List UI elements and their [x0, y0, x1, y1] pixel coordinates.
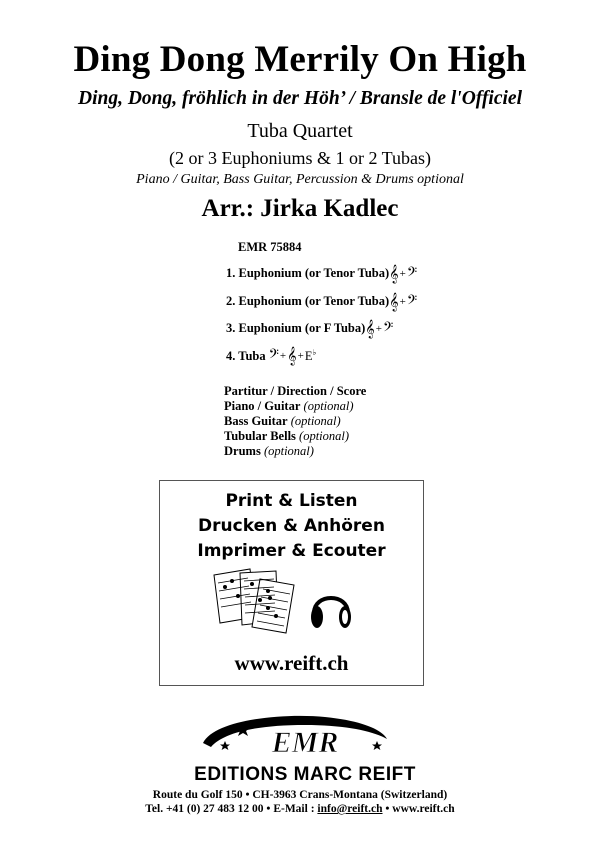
subtitle: Ding, Dong, fröhlich in der Höh’ / Bransle de l'Officiel	[77, 88, 522, 109]
svg-text:EDITIONS MARC REIFT: EDITIONS MARC REIFT	[194, 764, 416, 785]
material-note: (optional)	[299, 429, 350, 443]
part-label: 1. Euphonium (or Tenor Tuba)	[226, 266, 390, 280]
publisher-contact: Tel. +41 (0) 27 483 12 00 • E-Mail : info@reift.ch • www.reift.ch	[145, 803, 455, 815]
material-item	[224, 429, 349, 444]
sheet-music-icon	[210, 567, 300, 635]
part-label: 2. Euphonium (or Tenor Tuba)	[226, 294, 390, 308]
material-item	[224, 444, 314, 459]
promo-line: Drucken & Anhören	[198, 516, 385, 536]
instrumentation: (2 or 3 Euphoniums & 1 or 2 Tubas)	[168, 148, 431, 168]
treble-clef-icon: 𝄞	[389, 263, 399, 283]
plus-sign: +	[375, 322, 382, 335]
plus-sign: +	[399, 267, 406, 280]
part-item	[226, 348, 316, 364]
email-link[interactable]: info@reift.ch	[317, 803, 383, 815]
promo-line: Print & Listen	[225, 491, 358, 511]
ensemble: Tuba Quartet	[247, 120, 353, 142]
part-item	[226, 318, 394, 338]
optional-instruments: Piano / Guitar, Bass Guitar, Percussion & Drums optional	[136, 172, 464, 187]
material-item	[224, 399, 354, 414]
part-label: 4. Tuba	[226, 348, 266, 363]
print-listen-box	[159, 480, 424, 686]
plus-sign: +	[279, 350, 287, 363]
part-item	[226, 263, 418, 283]
treble-clef-icon: 𝄞	[389, 291, 399, 311]
publisher-address: Route du Golf 150 • CH-3963 Crans-Montana (Switzerland)	[152, 789, 448, 801]
key-e-flat: E♭	[304, 348, 317, 364]
material-name: Bass Guitar	[224, 414, 288, 428]
title: Ding Dong Merrily On High	[73, 39, 527, 80]
plus-sign: +	[399, 295, 406, 308]
material-name: Tubular Bells	[224, 429, 296, 443]
arranger: Arr.: Jirka Kadlec	[201, 195, 399, 222]
website-link[interactable]: www.reift.ch	[234, 651, 349, 675]
emr-logo	[155, 705, 455, 785]
material-name: Piano / Guitar	[224, 399, 301, 413]
treble-clef-icon: 𝄞	[365, 318, 375, 338]
bass-clef-icon: 𝄢	[406, 263, 418, 283]
material-note: (optional)	[263, 444, 314, 458]
catalog-number: EMR 75884	[238, 240, 302, 254]
material-item	[224, 384, 366, 399]
part-label: 3. Euphonium (or F Tuba)	[226, 321, 366, 335]
material-name: Drums	[224, 444, 261, 458]
promo-line: Imprimer & Ecouter	[197, 541, 386, 561]
material-note: (optional)	[303, 399, 354, 413]
part-item	[226, 291, 418, 311]
bass-clef-icon: 𝄢	[382, 318, 394, 338]
headphones-icon	[308, 581, 354, 633]
bass-clef-icon: 𝄢	[406, 291, 418, 311]
plus-sign: +	[297, 350, 304, 363]
material-item	[224, 414, 341, 429]
svg-text:EMR: EMR	[271, 726, 339, 759]
material-name: Partitur / Direction / Score	[224, 384, 367, 398]
material-note: (optional)	[290, 414, 341, 428]
bass-clef-icon: 𝄢	[268, 346, 279, 366]
treble-clef-icon: 𝄞	[287, 346, 297, 366]
